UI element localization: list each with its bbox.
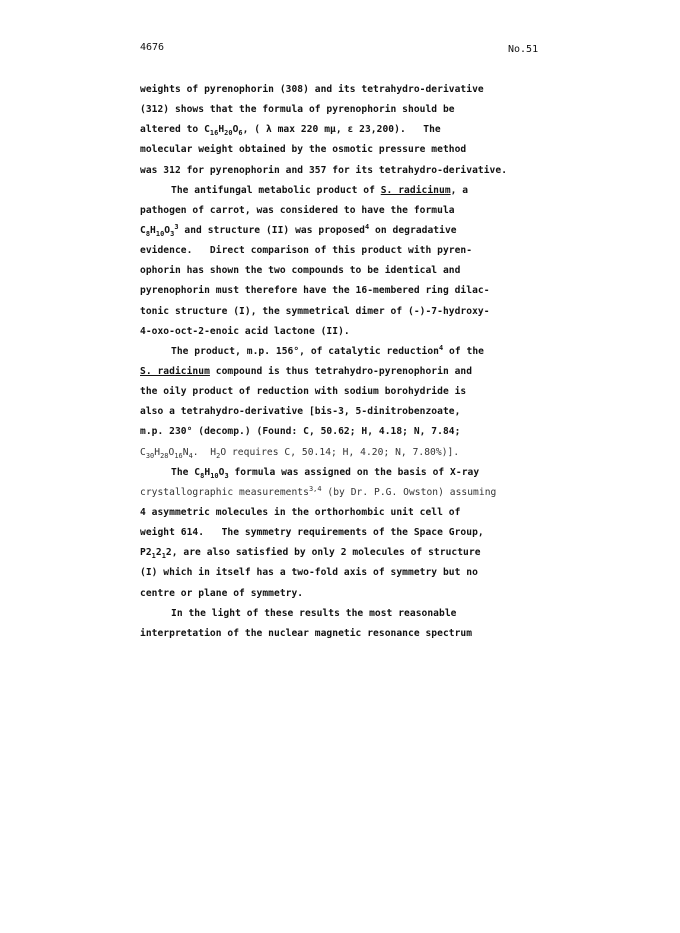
text-line-13: 4-oxo-oct-2-enoic acid lactone (II). xyxy=(140,325,350,337)
text-line-12: tonic structure (I), the symmetrical dimer of (-)-7-hydroxy- xyxy=(140,305,490,317)
text-line-16: the oily product of reduction with sodium borohydride is xyxy=(140,386,467,398)
text-line-24: $P2_12_12$, are also satisfied by only 2 molecules of structure xyxy=(140,547,481,561)
text-line-3: altered to $C_{16}H_{20}O_6$, ( λ max 220 mμ, ε 23,200). The xyxy=(140,124,441,138)
text-line-8: $C_8H_{10}O_3^3$ and structure (II) was proposed$^4$ on degradative xyxy=(140,222,457,238)
text-line-27: In the light of these results the most reasonable xyxy=(171,607,457,619)
text-line-7: pathogen of carrot, was considered to have the formula xyxy=(140,204,455,216)
text-line-18: m.p. 230° (decomp.) (Found: C, 50.62; H, 4.18; N, 7.84; xyxy=(140,426,461,438)
text-line-10: ophorin has shown the two compounds to be identical and xyxy=(140,265,461,277)
text-line-22: 4 asymmetric molecules in the orthorhombic unit cell of xyxy=(140,506,461,518)
text-line-26: centre or plane of symmetry. xyxy=(140,587,304,599)
text-line-14: The product, m.p. 156°, of catalytic reduction$^4$ of the xyxy=(171,343,485,357)
text-line-6: The antifungal metabolic product of S. radicinum, a xyxy=(171,184,469,196)
text-line-2: (312) shows that the formula of pyrenophorin should be xyxy=(140,104,455,116)
text-line-21: crystallographic measurements$^{3,4}$ (by Dr. P.G. Owston) assuming xyxy=(140,484,497,498)
text-line-28: interpretation of the nuclear magnetic resonance spectrum xyxy=(140,627,473,639)
page-number: 4676 xyxy=(140,42,165,53)
text-line-5: was 312 for pyrenophorin and 357 for its tetrahydro-derivative. xyxy=(140,164,508,176)
text-line-11: pyrenophorin must therefore have the 16-membered ring dilac- xyxy=(140,285,490,297)
text-line-4: molecular weight obtained by the osmotic pressure method xyxy=(140,144,467,156)
journal-issue-number: No.51 xyxy=(508,44,539,55)
body-text xyxy=(140,80,560,644)
text-line-20: The $C_8H_{10}O_3$ formula was assigned on the basis of X-ray xyxy=(171,466,480,480)
text-line-17: also a tetrahydro-derivative [bis-3, 5-dinitrobenzoate, xyxy=(140,406,461,418)
text-line-15: S. radicinum compound is thus tetrahydro-pyrenophorin and xyxy=(140,365,473,377)
species-name: S. radicinum xyxy=(140,365,210,377)
text-line-19: $C_{30}H_{28}O_{16}N_4$. $H_2O$ requires C, 50.14; H, 4.20; N, 7.80%)]. xyxy=(140,446,460,460)
text-line-9: evidence. Direct comparison of this product with pyren- xyxy=(140,245,473,257)
text-line-25: (I) which in itself has a two-fold axis of symmetry but no xyxy=(140,567,478,579)
text-line-1: weights of pyrenophorin (308) and its tetrahydro-derivative xyxy=(140,84,484,95)
species-name: S. radicinum xyxy=(380,184,451,196)
text-line-23: weight 614. The symmetry requirements of the Space Group, xyxy=(140,527,484,539)
